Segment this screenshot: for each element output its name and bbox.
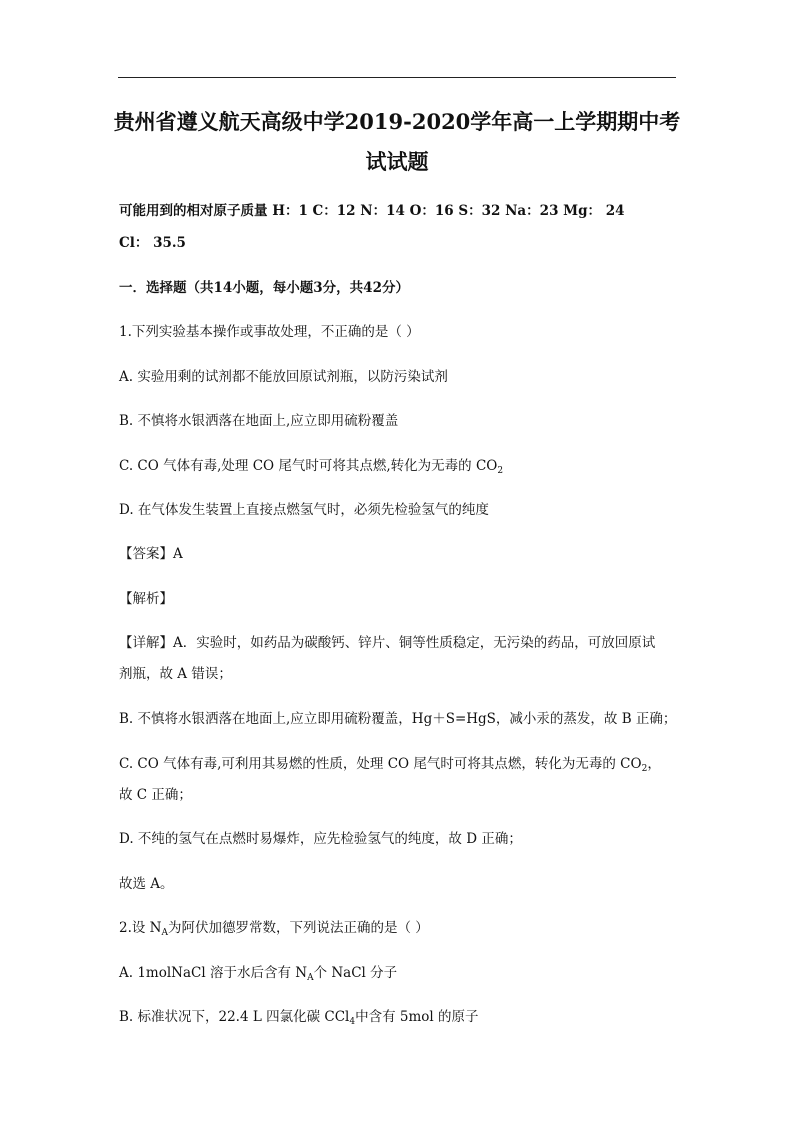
section-heading: 一．选择题（共14小题，每小题3分，共42分） [119,280,409,296]
detail-d: D. 不纯的氢气在点燃时易爆炸，应先检验氢气的纯度，故 D 正确； [119,831,522,847]
question-1-option-b: B. 不慎将水银洒落在地面上,应立即用硫粉覆盖 [119,413,399,429]
detail-c-text: C. CO 气体有毒,可利用其易燃的性质，处理 CO 尾气时可将其点燃，转化为无毒的 CO [119,756,642,772]
question-1-option-d: D. 在气体发生装置上直接点燃氢气时，必须先检验氢气的纯度 [119,502,489,518]
subscript: A [307,973,314,983]
atomic-mass-line: 可能用到的相对原子质量 H：1 C：12 N：14 O：16 S：32 Na：23 Mg： 24 [119,203,625,219]
answer-label: 【答案】A [119,546,183,562]
question-2-option-a [119,961,397,981]
detail-line-2: 剂瓶，故 A 错误； [119,666,232,682]
q2-stem-post: 为阿伏加德罗常数，下列说法正确的是（ ） [167,920,429,936]
q2-a-post: 个 NaCl 分子 [313,965,398,981]
atomic-mass-line-2: Cl： 35.5 [119,235,186,251]
option-c-text: C. CO 气体有毒,处理 CO 尾气时可将其点燃,转化为无毒的 CO [119,458,498,474]
detail-c-2: 故 C 正确； [119,787,192,803]
page-title: 贵州省遵义航天高级中学2019-2020学年高一上学期期中考 [113,109,681,134]
q2-stem-pre: 2.设 N [119,920,162,936]
q2-b-post: 中含有 5mol 的原子 [355,1009,479,1025]
detail-line: 【详解】A．实验时，如药品为碳酸钙、锌片、铜等性质稳定，无污染的药品，可放回原试 [119,635,656,651]
conclusion: 故选 A。 [119,876,174,892]
header-rule [118,77,676,78]
question-2-option-b [119,1005,479,1025]
page-title-continued: 试试题 [365,149,429,174]
q2-a-pre: A. 1molNaCl 溶于水后含有 N [119,965,308,981]
detail-b: B. 不慎将水银洒落在地面上,应立即用硫粉覆盖，Hg＋S=HgS，减小汞的蒸发，故 B 正确； [119,711,677,727]
subscript: A [161,928,168,938]
subscript: 2 [497,466,504,476]
question-1-option-c [119,454,503,474]
detail-c-end: ， [647,756,661,772]
analysis-label: 【解析】 [119,591,173,607]
question-1-option-a: A. 实验用剩的试剂都不能放回原试剂瓶，以防污染试剂 [119,369,448,385]
detail-c [119,752,661,772]
subscript: 4 [349,1017,356,1027]
subscript: 2 [641,764,648,774]
question-2-stem [119,916,429,936]
q2-b-pre: B. 标准状况下，22.4 L 四氯化碳 CCl [119,1009,350,1025]
question-1-stem: 1.下列实验基本操作或事故处理，不正确的是（ ） [119,324,420,340]
